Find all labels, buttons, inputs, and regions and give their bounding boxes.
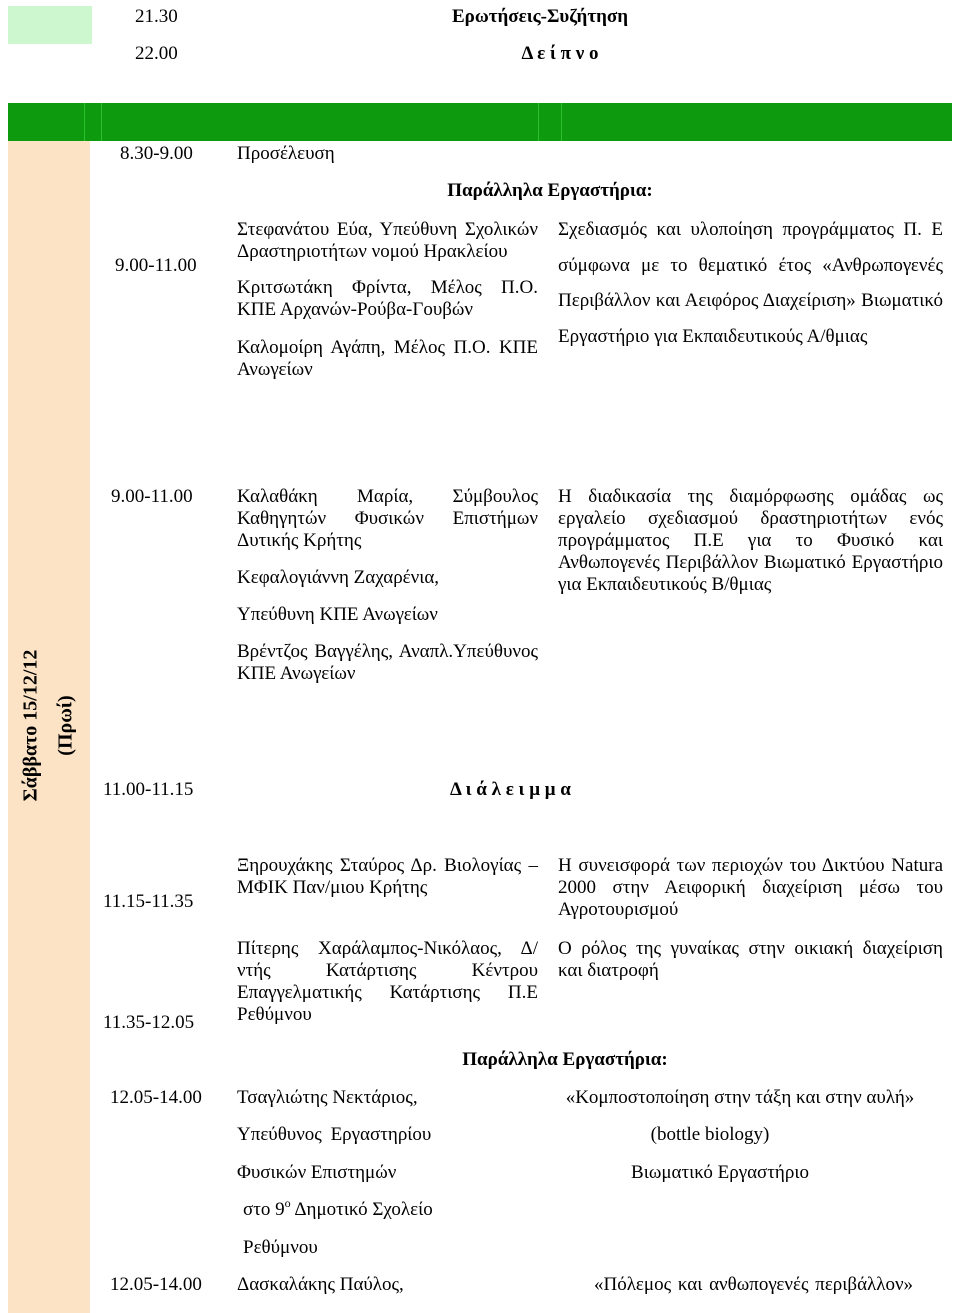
speaker: Κριτσωτάκη Φρίντα, Μέλος Π.Ο. ΚΠΕ Αρχανών-Ρούβα-Γουβών <box>237 277 538 320</box>
topic: Η διαδικασία της διαμόρφωσης ομάδας ως εργαλείο σχεδιασμού δραστηριοτήτων ενός προγράμματος Π.Ε για το Φυσικό και Ανθωπογενές Περιβάλλον Βιωματικό Εργαστήριο για Εκπαιδευτικούς Β/θμιας <box>558 486 943 595</box>
topic-line: (bottle biology) <box>650 1124 770 1145</box>
divider-line <box>538 103 539 141</box>
topic-line: «Κομποστοποίηση στην τάξη και στην αυλή» <box>565 1087 915 1108</box>
time-cell: 21.30 <box>135 6 178 27</box>
time-cell: 8.30-9.00 <box>120 143 193 164</box>
time-cell: 9.00-11.00 <box>115 255 197 276</box>
day-label: Σάββατο 15/12/12 <box>19 649 42 802</box>
speaker-line: Φυσικών Επιστημών <box>237 1162 397 1183</box>
divider-line <box>101 103 102 141</box>
speaker: Ξηρουχάκης Σταύρος Δρ. Βιολογίας – ΜΦΙΚ Παν/μιου Κρήτης <box>237 855 538 898</box>
speaker-line: Υπεύθυνος Εργαστηρίου <box>237 1124 432 1145</box>
session-title: Δ ε ί π ν ο <box>521 43 599 64</box>
speaker: Καλομοίρη Αγάπη, Μέλος Π.Ο. ΚΠΕ Ανωγείων <box>237 337 538 380</box>
session-title: Ερωτήσεις-Συζήτηση <box>451 6 628 27</box>
top-left-swatch <box>8 6 92 44</box>
school-prefix: στο 9 <box>243 1199 285 1220</box>
speaker-line: Τσαγλιώτης Νεκτάριος, <box>237 1087 418 1108</box>
speaker: Υπεύθυνη ΚΠΕ Ανωγείων <box>237 604 438 625</box>
time-cell: 11.00-11.15 <box>103 779 194 800</box>
topic: Ο ρόλος της γυναίκας στην οικιακή διαχείριση και διατροφή <box>558 938 943 981</box>
time-cell: 22.00 <box>135 43 178 64</box>
topic-line: Βιωματικό Εργαστήριο <box>631 1162 809 1183</box>
topic: Η συνεισφορά των περιοχών του Δικτύου Natura 2000 στην Αειφορική διαχείριση μέσω του Αγροτουρισμού <box>558 855 943 920</box>
speaker: Κεφαλογιάννη Ζαχαρένια, <box>237 567 440 588</box>
time-cell: 11.35-12.05 <box>103 1012 195 1033</box>
speaker: Δασκαλάκης Παύλος, <box>237 1274 404 1295</box>
school-suffix: Δημοτικό Σχολείο <box>290 1199 433 1220</box>
day-sublabel-wrap <box>40 695 92 756</box>
time-cell: 12.05-14.00 <box>110 1087 202 1108</box>
time-cell: 11.15-11.35 <box>103 891 194 912</box>
topic: «Πόλεμος και ανθωπογενές περιβάλλον» <box>594 1274 914 1295</box>
session-title: Προσέλευση <box>237 143 335 164</box>
speaker: Στεφανάτου Εύα, Υπεύθυνη Σχολικών Δραστηριοτήτων νομού Ηρακλείου <box>237 219 538 262</box>
time-cell: 12.05-14.00 <box>110 1274 202 1295</box>
topic-cell <box>558 212 943 354</box>
break-title: Δ ι ά λ ε ι μ μ α <box>450 779 571 800</box>
speaker: Βρέντζος Βαγγέλης, Αναπλ.Υπεύθυνος ΚΠΕ Ανωγείων <box>237 641 538 684</box>
time-cell: 9.00-11.00 <box>111 486 193 507</box>
city-line: Ρεθύμνου <box>243 1237 318 1258</box>
topic-cell <box>558 486 943 596</box>
ordinal-sup: ο <box>284 1196 291 1210</box>
workshops-heading: Παράλληλα Εργαστήρια: <box>462 1049 668 1070</box>
speakers-cell <box>237 486 538 685</box>
workshops-heading: Παράλληλα Εργαστήρια: <box>447 180 653 201</box>
speakers-cell <box>237 219 538 381</box>
topic: Σχεδιασμός και υλοποίηση προγράμματος Π. Ε σύμφωνα με το θεματικό έτος «Ανθρωπογενές Περιβάλλον και Αειφόρος Διαχείριση» Βιωματικό Εργαστήριο για Εκπαιδευτικούς Α/θμιας <box>558 219 943 347</box>
section-divider-bar <box>8 103 952 141</box>
divider-line <box>84 103 85 141</box>
speaker: Πίτερης Χαράλαμπος-Νικόλαος, Δ/ντής Κατάρτισης Κέντρου Επαγγελματικής Κατάρτισης Π.Ε Ρεθύμνου <box>237 938 538 1025</box>
speaker: Καλαθάκη Μαρία, Σύμβουλος Καθηγητών Φυσικών Επιστήμων Δυτικής Κρήτης <box>237 486 538 551</box>
day-sublabel: (Πρωί) <box>54 695 77 756</box>
school-line <box>243 1196 433 1221</box>
divider-line <box>561 103 562 141</box>
